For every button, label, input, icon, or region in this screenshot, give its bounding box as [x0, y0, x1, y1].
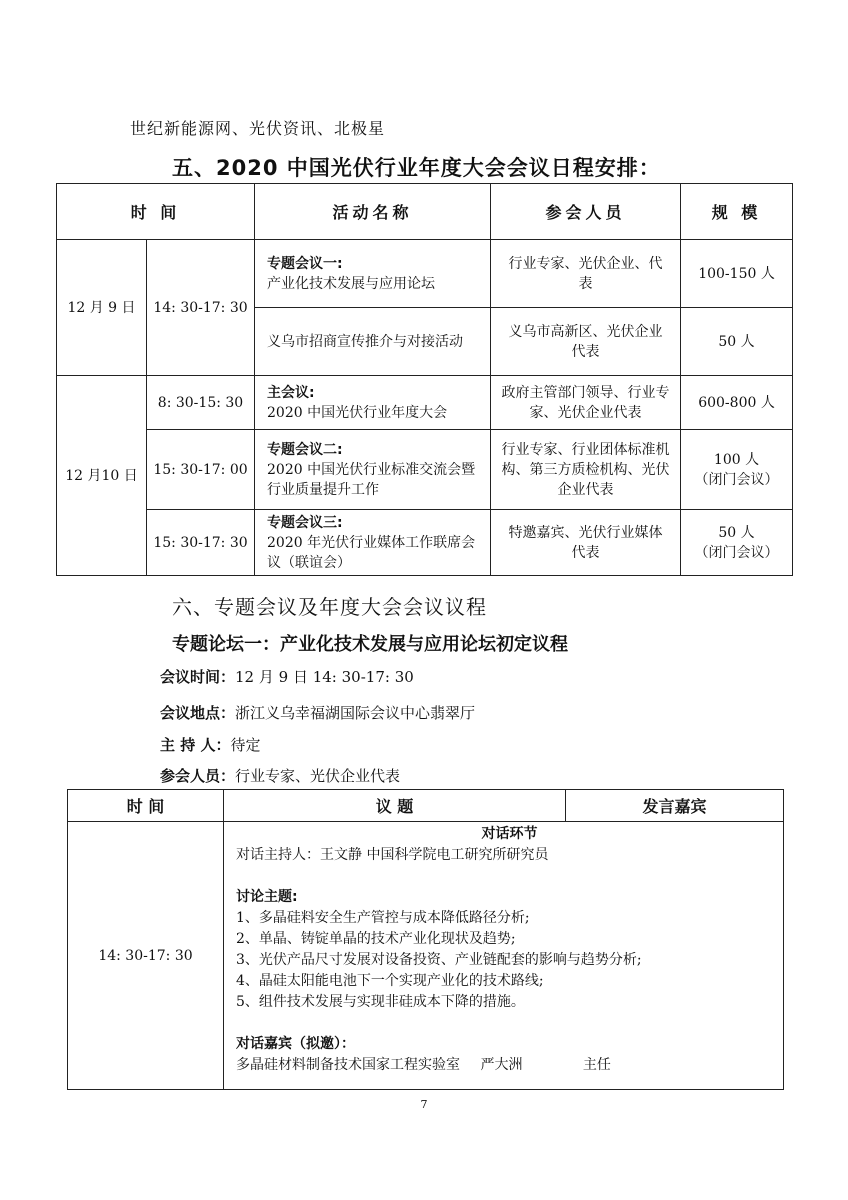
activity-label: 主会议:: [267, 384, 315, 401]
meeting-time-value: 12 月 9 日 14: 30-17: 30: [235, 668, 414, 686]
meeting-attendees-value: 行业专家、光伏企业代表: [235, 767, 401, 785]
activity-label: 专题会议三:: [267, 514, 343, 531]
scale-cell: 50 人: [681, 308, 793, 376]
row-time: 15: 30-17: 00: [147, 430, 255, 510]
activity-label: 专题会议一:: [267, 255, 343, 272]
meeting-place-key: 会议地点：: [160, 704, 236, 722]
day1-date: 12 月 9 日: [57, 240, 147, 376]
agenda-header-time: 时 间: [68, 790, 224, 822]
agenda-header-topic: 议 题: [224, 790, 566, 822]
activity-cell: [255, 510, 491, 576]
agenda-guests-title: 对话嘉宾（拟邀）：: [236, 1036, 355, 1052]
attendees-cell: [491, 510, 681, 576]
agenda-moderator: 对话主持人：王文静 中国科学院电工研究所研究员: [236, 847, 549, 863]
activity-cell: [255, 376, 491, 430]
scale-note: （闭门会议）: [694, 544, 779, 561]
meeting-host: [160, 734, 260, 755]
meeting-attendees: [160, 765, 400, 786]
row-time: 15: 30-17: 30: [147, 510, 255, 576]
section6-title: 六、专题会议及年度大会会议议程: [172, 595, 487, 619]
agenda-topics-title: 讨论主题:: [236, 889, 298, 905]
attendees-text: 义乌市高新区、光伏企业代表: [508, 323, 663, 360]
attendees-cell: [491, 308, 681, 376]
day2-date: 12 月10 日: [57, 376, 147, 576]
guest-role: 主任: [582, 1057, 611, 1073]
schedule-header-row: [57, 184, 793, 240]
row-time: 8: 30-15: 30: [147, 376, 255, 430]
scale-cell: [681, 510, 793, 576]
attendees-cell: [491, 240, 681, 308]
attendees-text: 行业专家、光伏企业、代表: [508, 255, 663, 292]
scale-value: 50 人: [718, 524, 755, 541]
table-row: [57, 430, 793, 510]
scale-cell: 100-150 人: [681, 240, 793, 308]
schedule-table: [56, 183, 793, 576]
section5-title: 五、2020 中国光伏行业年度大会会议日程安排：: [172, 156, 661, 180]
agenda-topic: 5、组件技术发展与实现非硅成本下降的措施。: [236, 994, 525, 1010]
attendees-cell: [491, 376, 681, 430]
agenda-guest: [236, 1055, 783, 1076]
agenda-time: 14: 30-17: 30: [68, 822, 224, 1090]
table-row: [57, 240, 793, 308]
attendees-cell: [491, 430, 681, 510]
activity-cell: [255, 240, 491, 308]
activity-cell: [255, 308, 491, 376]
attendees-text: 特邀嘉宾、光伏行业媒体代表: [508, 524, 663, 561]
attendees-text: 行业专家、行业团体标准机构、第三方质检机构、光伏企业代表: [501, 441, 670, 498]
meeting-host-value: 待定: [230, 736, 261, 754]
agenda-topic: 1、多晶硅料安全生产管控与成本降低路径分析;: [236, 910, 530, 926]
activity-name: 产业化技术发展与应用论坛: [267, 275, 436, 292]
meeting-host-key: 主 持 人：: [160, 736, 231, 754]
meeting-time: [160, 666, 414, 687]
scale-cell: [681, 430, 793, 510]
meeting-place: [160, 702, 475, 723]
agenda-content: [224, 822, 784, 1090]
activity-name: 2020 年光伏行业媒体工作联席会议（联谊会）: [267, 534, 476, 571]
activity-name: 2020 中国光伏行业年度大会: [267, 404, 448, 421]
scale-note: （闭门会议）: [694, 471, 779, 488]
meeting-place-value: 浙江义乌幸福湖国际会议中心翡翠厅: [235, 704, 476, 722]
scale-value: 100 人: [713, 451, 760, 468]
page-number: 7: [420, 1098, 428, 1111]
table-row: [57, 510, 793, 576]
scale-cell: 600-800 人: [681, 376, 793, 430]
header-scale: 规 模: [681, 184, 793, 240]
agenda-topic: 2、单晶、铸锭单晶的技术产业化现状及趋势;: [236, 931, 516, 947]
activity-label: 专题会议二:: [267, 441, 343, 458]
meeting-attendees-key: 参会人员：: [160, 767, 236, 785]
agenda-header-speakers: 发言嘉宾: [566, 790, 784, 822]
meeting-time-key: 会议时间：: [160, 668, 236, 686]
agenda-table: [67, 789, 784, 1090]
agenda-segment: 对话环节: [481, 826, 538, 842]
intro-line: 世纪新能源网、光伏资讯、北极星: [130, 119, 386, 138]
day1-time: 14: 30-17: 30: [147, 240, 255, 376]
activity-name: 2020 中国光伏行业标准交流会暨行业质量提升工作: [267, 461, 476, 498]
agenda-topic: 4、晶硅太阳能电池下一个实现产业化的技术路线;: [236, 973, 544, 989]
attendees-text: 政府主管部门领导、行业专家、光伏企业代表: [501, 384, 670, 421]
guest-org: 多晶硅材料制备技术国家工程实验室: [236, 1057, 460, 1073]
agenda-header-row: [68, 790, 784, 822]
header-activity: 活动名称: [255, 184, 491, 240]
activity-cell: [255, 430, 491, 510]
agenda-row: [68, 822, 784, 1090]
forum1-title: 专题论坛一：产业化技术发展与应用论坛初定议程: [172, 634, 568, 655]
header-attendees: 参会人员: [491, 184, 681, 240]
header-time: 时 间: [57, 184, 255, 240]
activity-name: 义乌市招商宣传推介与对接活动: [267, 333, 464, 350]
table-row: [57, 376, 793, 430]
guest-name: 严大洲: [480, 1057, 523, 1073]
agenda-topic: 3、光伏产品尺寸发展对设备投资、产业链配套的影响与趋势分析;: [236, 952, 642, 968]
